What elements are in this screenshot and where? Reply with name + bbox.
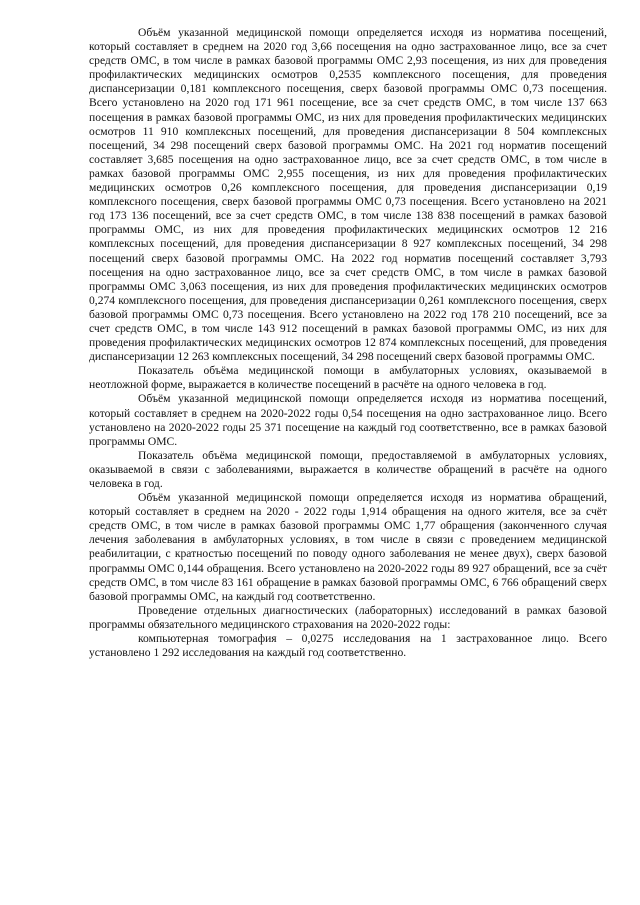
paragraph-emergency-norm: Объём указанной медицинской помощи определяется исходя из норматива посещений, который составляет в среднем на 2020-2022 годы 0,54 посещения на одно застрахованное лицо. Всего установлено на 2020-2022 годы 25 371 посещение на каждый год соответственно, все в рамках базовой программы ОМС. xyxy=(89,392,607,448)
paragraph-ct-scan: компьютерная томография – 0,0275 исследования на 1 застрахованное лицо. Всего установлено 1 292 исследования на каждый год соответственно. xyxy=(89,632,607,660)
paragraph-disease-indicator: Показатель объёма медицинской помощи, предоставляемой в амбулаторных условиях, оказываемой в связи с заболеваниями, выражается в количестве обращений в расчёте на одного человека в год. xyxy=(89,448,607,490)
paragraph-emergency-indicator: Показатель объёма медицинской помощи в амбулаторных условиях, оказываемой в неотложной форме, выражается в количестве посещений в расчёте на одного человека в год. xyxy=(89,364,607,392)
document-page xyxy=(89,26,607,660)
paragraph-diagnostics-intro: Проведение отдельных диагностических (лабораторных) исследований в рамках базовой программы обязательного медицинского страхования на 2020-2022 годы: xyxy=(89,603,607,631)
paragraph-disease-norm: Объём указанной медицинской помощи определяется исходя из норматива обращений, который составляет в среднем на 2020 - 2022 годы 1,914 обращения на одного жителя, все за счёт средств ОМС, в том числе в рамках базовой программы ОМС 1,77 обращения (законченного случая лечения заболевания в амбулаторных условиях, в том числе в связи с проведением медицинской реабилитации, с кратностью посещений по поводу одного заболевания не менее двух), сверх базовой программы ОМС 0,144 обращения. Всего установлено на 2020-2022 годы 89 927 обращений, все за счёт средств ОМС, в том числе 83 161 обращение в рамках базовой программы ОМС, 6 766 обращений сверх базовой программы ОМС, на каждый год соответственно. xyxy=(89,491,607,603)
paragraph-outpatient-visits-norm: Объём указанной медицинской помощи определяется исходя из норматива посещений, который составляет в среднем на 2020 год 3,66 посещения на одно застрахованное лицо, все за счет средств ОМС, в том числе в рамках базовой программы ОМС 2,93 посещения, из них для проведения профилактических медицинских осмотров 0,2535 комплексного посещения, для проведения диспансеризации 0,181 комплексного посещения, сверх базовой программы ОМС 0,73 посещения. Всего установлено на 2020 год 171 961 посещение, все за счет средств ОМС, в том числе 137 663 посещения в рамках базовой программы ОМС, из них для проведения профилактических медицинских осмотров 11 910 комплексных посещений, для проведения диспансеризации 8 504 комплексных посещений, 34 298 посещений сверх базовой программы ОМС. На 2021 год норматив посещений составляет 3,685 посещения на одно застрахованное лицо, все за счет средств ОМС, в том числе в рамках базовой программы ОМС 2,955 посещения, из них для проведения профилактических медицинских осмотров 0,26 комплексного посещения, для проведения диспансеризации 0,19 комплексного посещения, сверх базовой программы ОМС 0,73 посещения. Всего установлено на 2021 год 173 136 посещений, все за счет средств ОМС, в том числе 138 838 посещений в рамках базовой программы ОМС, из них для проведения профилактических медицинских осмотров 12 216 комплексных посещений, для проведения диспансеризации 8 927 комплексных посещений, 34 298 посещений сверх базовой программы ОМС. На 2022 год норматив посещений составляет 3,793 посещения на одно застрахованное лицо, все за счет средств ОМС, в том числе в рамках базовой программы ОМС 3,063 посещения, из них для проведения профилактических медицинских осмотров 0,274 комплексного посещения, для проведения диспансеризации 0,261 комплексного посещения, сверх базовой программы ОМС 0,73 посещения. Всего установлено на 2022 год 178 210 посещений, все за счет средств ОМС, в том числе 143 912 посещений в рамках базовой программы ОМС, из них для проведения профилактических медицинских осмотров 12 874 комплексных посещений, для проведения диспансеризации 12 263 комплексных посещений, 34 298 посещений сверх базовой программы ОМС. xyxy=(89,26,607,364)
